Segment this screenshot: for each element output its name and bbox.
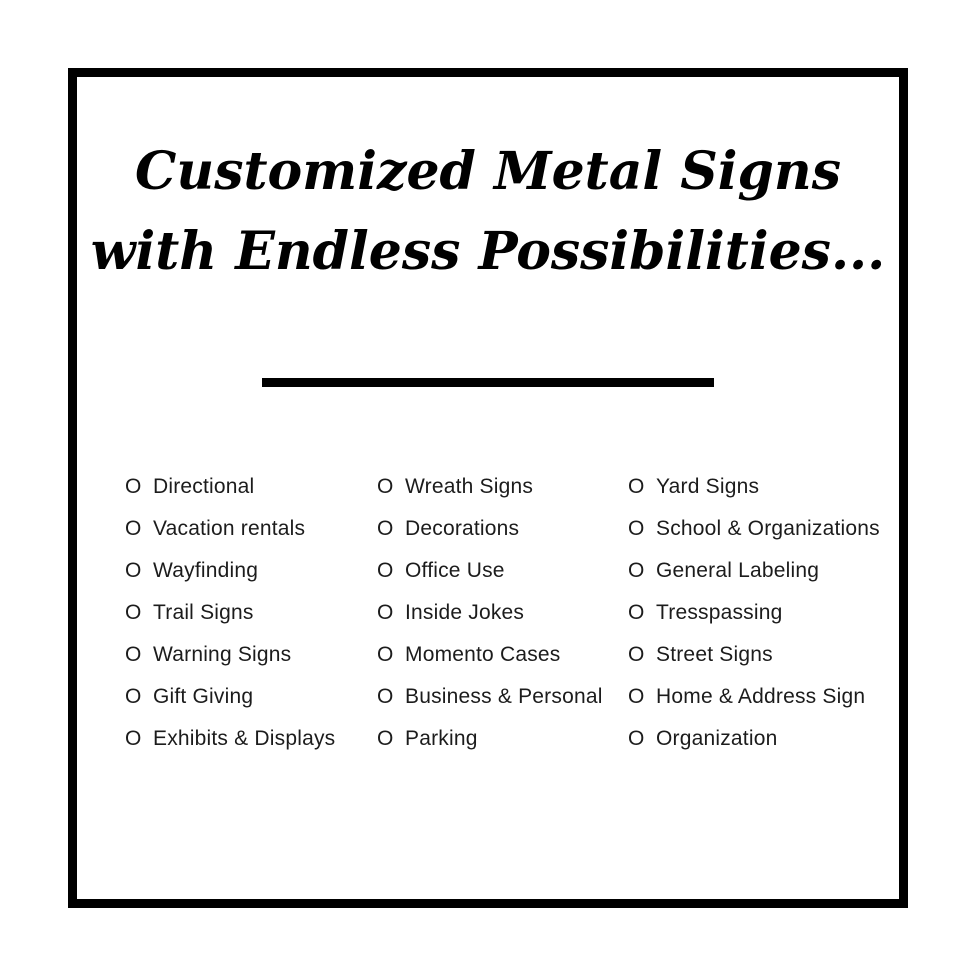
- circle-bullet-icon: O: [628, 642, 645, 667]
- circle-bullet-icon: O: [377, 474, 394, 499]
- list-item-label: Organization: [656, 727, 778, 750]
- list-item-label: Vacation rentals: [153, 517, 306, 540]
- circle-bullet-icon: O: [125, 558, 142, 583]
- list-item: [125, 550, 370, 592]
- circle-bullet-icon: O: [125, 684, 142, 709]
- circle-bullet-icon: O: [628, 726, 645, 751]
- circle-bullet-icon: O: [377, 516, 394, 541]
- list-item: [377, 550, 622, 592]
- list-item-label: School & Organizations: [656, 517, 880, 540]
- list-item: [377, 676, 622, 718]
- list-item: [377, 508, 622, 550]
- list-item-label: Street Signs: [656, 643, 773, 666]
- list-item-label: Momento Cases: [405, 643, 561, 666]
- list-item: [125, 634, 370, 676]
- list-item: [125, 718, 370, 760]
- list-item-label: Exhibits & Displays: [153, 727, 336, 750]
- list-item-label: Wayfinding: [153, 559, 259, 582]
- page-title-line-1: Customized Metal Signs: [135, 141, 841, 202]
- list-item-label: Inside Jokes: [405, 601, 525, 624]
- list-item-label: Parking: [405, 727, 478, 750]
- circle-bullet-icon: O: [125, 642, 142, 667]
- list-item-label: Wreath Signs: [405, 475, 534, 498]
- circle-bullet-icon: O: [628, 516, 645, 541]
- list-item: [628, 550, 890, 592]
- circle-bullet-icon: O: [628, 684, 645, 709]
- list-item-label: Yard Signs: [656, 475, 760, 498]
- list-item-label: Home & Address Sign: [656, 685, 866, 708]
- list-item-label: Trail Signs: [153, 601, 254, 624]
- circle-bullet-icon: O: [125, 516, 142, 541]
- list-item: [628, 634, 890, 676]
- circle-bullet-icon: O: [377, 726, 394, 751]
- list-item: [125, 466, 370, 508]
- circle-bullet-icon: O: [628, 558, 645, 583]
- list-item-label: Warning Signs: [153, 643, 292, 666]
- category-column-2: [377, 466, 622, 760]
- list-item: [377, 592, 622, 634]
- circle-bullet-icon: O: [125, 726, 142, 751]
- circle-bullet-icon: O: [377, 600, 394, 625]
- list-item: [628, 676, 890, 718]
- list-item-label: Tresspassing: [656, 601, 783, 624]
- category-column-3: [628, 466, 890, 760]
- list-item: [377, 466, 622, 508]
- list-item-label: Office Use: [405, 559, 505, 582]
- list-item: [628, 508, 890, 550]
- circle-bullet-icon: O: [628, 474, 645, 499]
- circle-bullet-icon: O: [125, 600, 142, 625]
- list-item-label: Decorations: [405, 517, 520, 540]
- list-item-label: Business & Personal: [405, 685, 603, 708]
- list-item-label: General Labeling: [656, 559, 820, 582]
- list-item: [377, 718, 622, 760]
- list-item: [628, 592, 890, 634]
- circle-bullet-icon: O: [377, 558, 394, 583]
- list-item: [377, 634, 622, 676]
- circle-bullet-icon: O: [125, 474, 142, 499]
- page-title-line-2: with Endless Possibilities...: [90, 221, 886, 282]
- list-item: [628, 466, 890, 508]
- circle-bullet-icon: O: [628, 600, 645, 625]
- list-item: [628, 718, 890, 760]
- list-item-label: Gift Giving: [153, 685, 254, 708]
- circle-bullet-icon: O: [377, 642, 394, 667]
- list-item-label: Directional: [153, 475, 255, 498]
- category-column-1: [125, 466, 370, 760]
- circle-bullet-icon: O: [377, 684, 394, 709]
- page-title: [68, 132, 908, 292]
- title-divider: [262, 378, 714, 387]
- list-item: [125, 592, 370, 634]
- list-item: [125, 676, 370, 718]
- list-item: [125, 508, 370, 550]
